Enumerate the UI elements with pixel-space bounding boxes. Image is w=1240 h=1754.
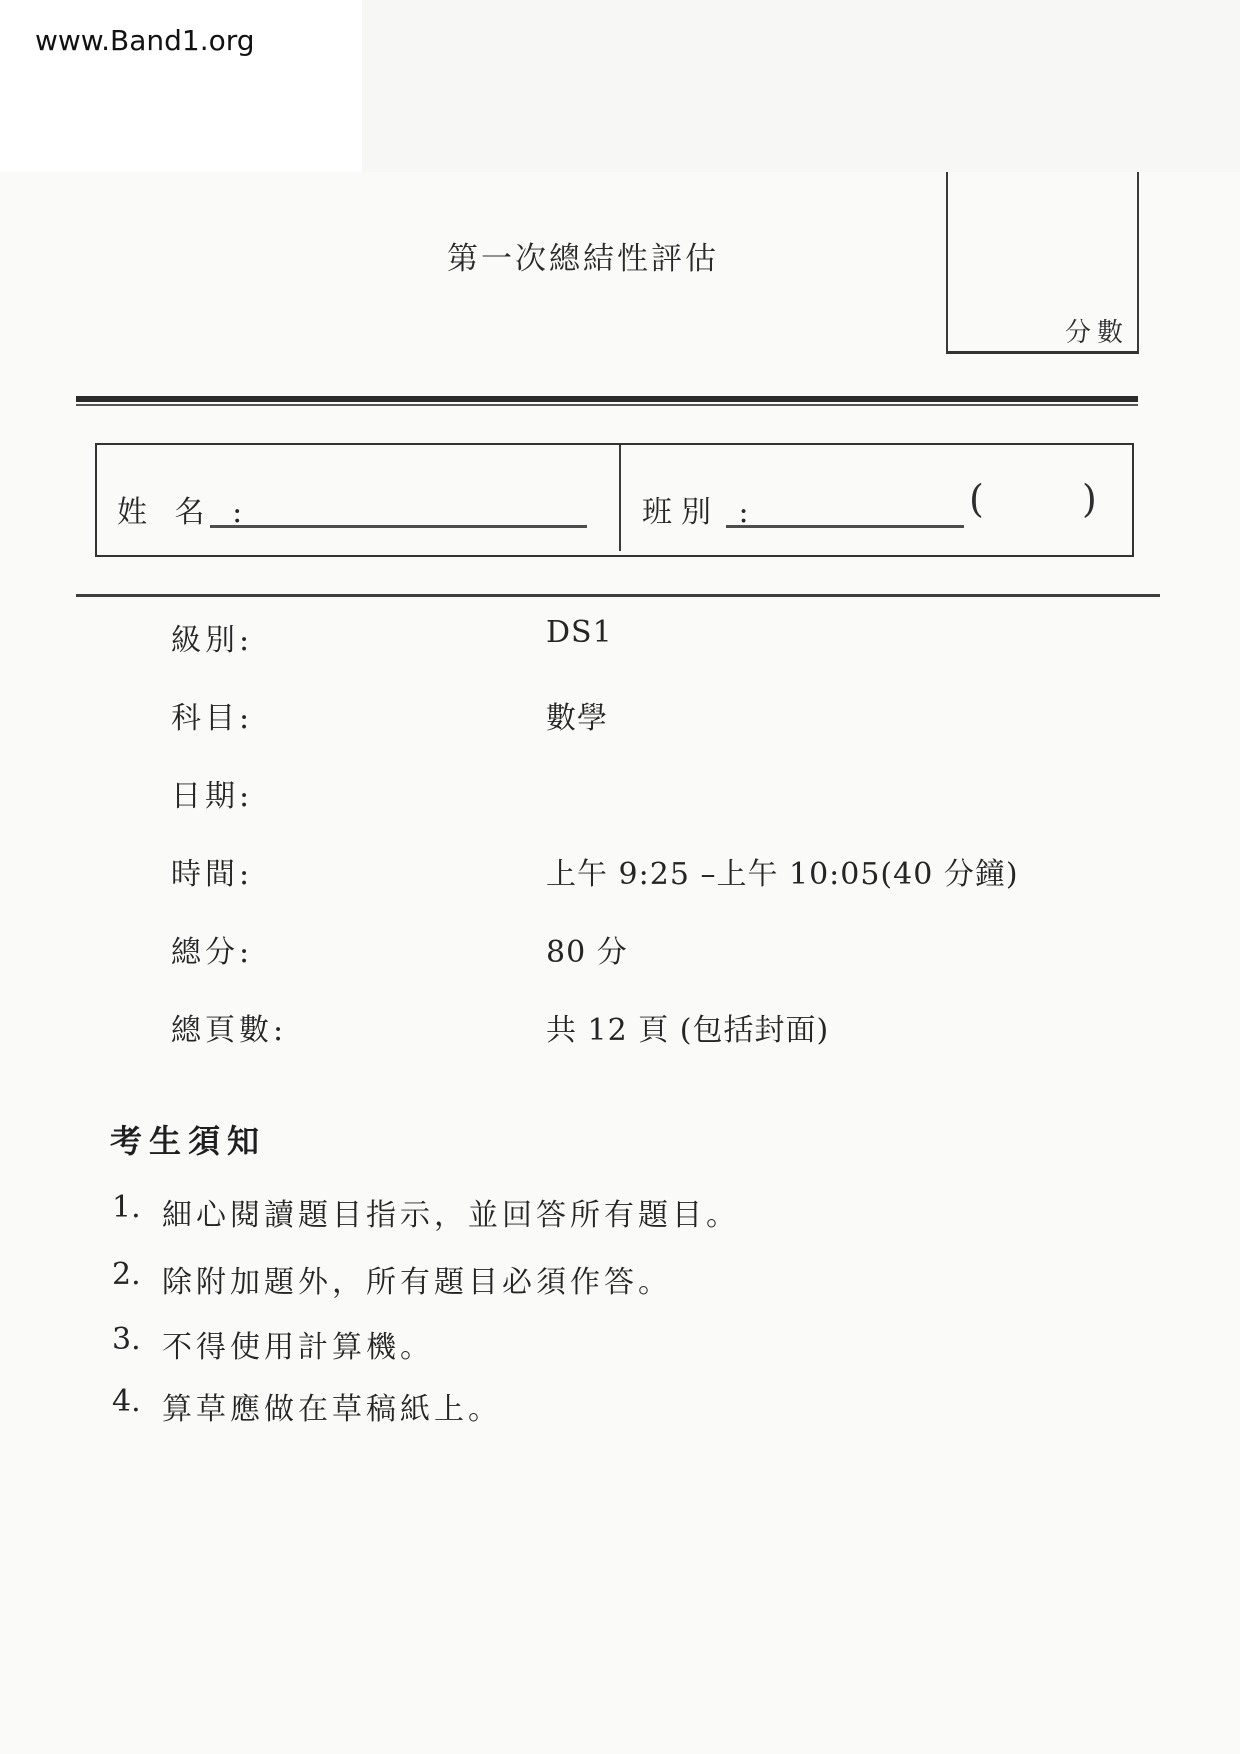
name-label: 姓 名 :: [117, 495, 252, 530]
notice-item-number: 4.: [112, 1384, 141, 1419]
info-value-subject: 數學: [546, 701, 608, 736]
class-number-paren-close: ): [1082, 477, 1097, 521]
info-row-subject: [0, 693, 1240, 743]
name-class-box: [95, 443, 1134, 557]
info-value-level: DS1: [546, 615, 613, 650]
info-value-total-pages: 共 12 頁 (包括封面): [546, 1013, 830, 1048]
info-label-subject: 科目:: [171, 701, 254, 736]
double-rule-thin-line: [76, 404, 1138, 406]
watermark: www.Band1.org: [35, 24, 255, 57]
info-label-level: 級別:: [171, 623, 254, 658]
page-title: 第一次總結性評估: [447, 241, 719, 277]
section-rule: [76, 594, 1160, 597]
class-number-paren-open: (: [969, 477, 984, 521]
double-rule: [76, 396, 1138, 406]
info-row-total-marks: [0, 927, 1240, 977]
class-write-line: [726, 525, 964, 528]
info-row-date: [0, 771, 1240, 821]
info-label-total-marks: 總分:: [171, 935, 254, 970]
class-label: 班別 :: [642, 495, 758, 530]
info-label-total-pages: 總頁數:: [171, 1013, 288, 1048]
notice-heading: 考生須知: [110, 1122, 267, 1160]
info-label-time: 時間:: [171, 857, 254, 892]
notice-item-number: 2.: [112, 1257, 141, 1292]
score-box-label: 分數: [1064, 318, 1129, 348]
score-box: [946, 172, 1139, 354]
notice-item-number: 1.: [112, 1190, 141, 1225]
notice-item-text: 除附加題外，所有題目必須作答。: [162, 1265, 672, 1300]
double-rule-thick-line: [76, 396, 1138, 402]
notice-item-text: 算草應做在草稿紙上。: [162, 1392, 502, 1427]
info-row-total-pages: [0, 1005, 1240, 1055]
notice-item-text: 細心閱讀題目指示，並回答所有題目。: [162, 1198, 740, 1233]
scan-grey-band: [362, 0, 1240, 172]
info-label-date: 日期:: [171, 779, 254, 814]
notice-item-text: 不得使用計算機。: [162, 1330, 434, 1365]
info-row-time: [0, 849, 1240, 899]
name-write-line: [210, 525, 587, 528]
name-class-divider: [619, 445, 621, 551]
info-row-level: [0, 615, 1240, 665]
info-value-total-marks: 80 分: [546, 935, 628, 970]
info-value-time: 上午 9:25 –上午 10:05(40 分鐘): [546, 857, 1019, 892]
notice-item-number: 3.: [112, 1322, 141, 1357]
